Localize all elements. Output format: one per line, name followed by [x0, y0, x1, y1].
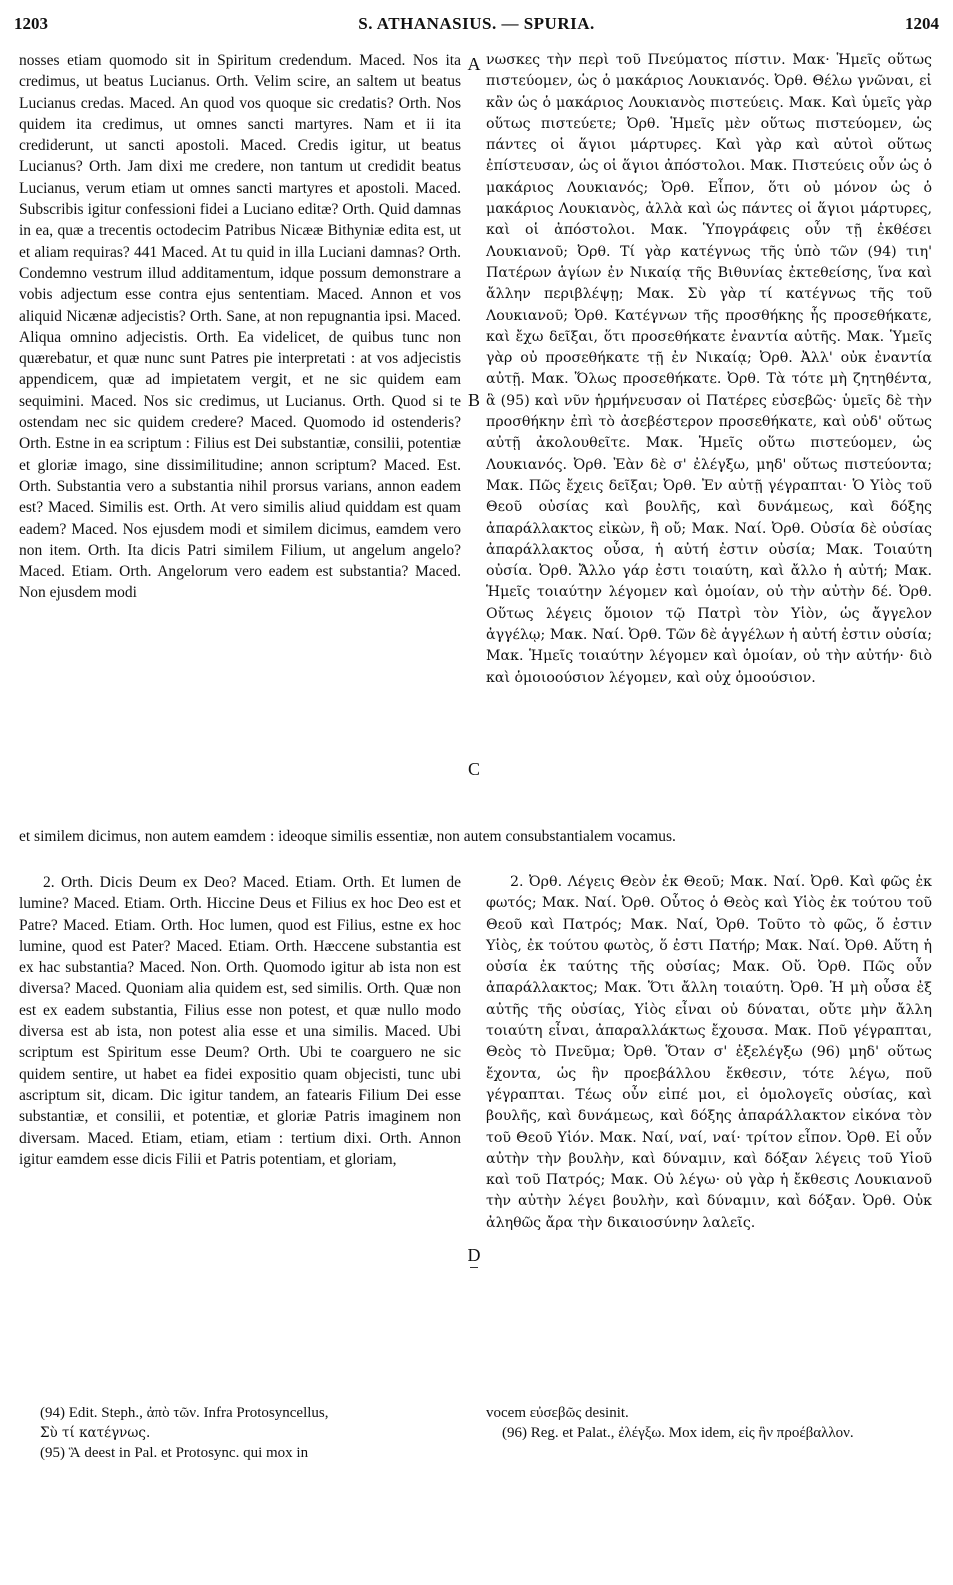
running-title: S. ATHANASIUS. — SPURIA.	[358, 14, 595, 33]
greek-text-top: νωσκες τὴν περὶ τοῦ Πνεύματος πίστιν. Μακ· Ἡμεῖς οὕτως πιστεύομεν, ὡς ὁ μακάριος Λουκιανός. Ὀρθ. Θέλω γνῶναι, εἰ κἂν ὡς ὁ μακάριος Λουκιανὸς πιστεύεις. Μακ. Καὶ ὑμεῖς γὰρ οὕτως πιστεύετε; Ὀρθ. Ἡμεῖς μὲν οὕτως πιστεύομεν, ὡς πάντες οἱ ἅγιοι μάρτυρες. Καὶ γὰρ καὶ αὐτοὶ οὕτως ἐπίστευσαν, ὡς οἱ ἅγιοι ἀπόστολοι. Μακ. Πιστεύεις οὖν ὡς ὁ μακάριος Λουκιανός; Ὀρθ. Εἶπον, ὅτι οὐ μόνον ὡς ὁ μακάριος Λουκιανὸς, ἀλλὰ καὶ ὡς πάντες οἱ ἅγιοι μάρτυρες, καὶ οἱ ἀπόστολοι. Μακ. Ὑπογράφεις οὖν τῇ ἐκθέσει Λουκιανοῦ; Ὀρθ. Τί γὰρ κατέγνως τῆς ὑπὸ τῶν (94) τιη' Πατέρων ἁγίων ἐν Νικαίᾳ τῆς Βιθυνίας ἐκτεθείσης, ἵνα καὶ ἄλλην περιβλέψῃ; Μακ. Σὺ γὰρ τί κατέγνως τῆς τοῦ Λουκιανοῦ; Ὀρθ. Κατέγνων τῆς προσθήκης ἧς προσεθήκατε, καὶ ἔχω δεῖξαι, ὅτι προσεθήκατε ἐναντία αὐτῆς. Μακ. Ὑμεῖς γὰρ οὐ προσεθήκατε τῇ ἐν Νικαίᾳ; Ὀρθ. Ἀλλ' οὐκ ἐναντία αὐτῇ. Μακ. Ὅλως προσεθήκατε. Ὀρθ. Τὰ τότε μὴ ζητηθέντα, ἃ (95) καὶ νῦν ἡρμήνευσαν οἱ Πατέρες εὐσεβῶς· ὑμεῖς δὲ τὴν προσθήκην ἐπὶ τὸ ἀσεβέστερον προσεθήκατε, καὶ οὐδ' οὕτως αὐτῇ ἀκολουθεῖτε. Μακ. Ἡμεῖς οὕτω πιστεύομεν, ὡς Λουκιανός. Ὀρθ. Ἐὰν δὲ σ' ἐλέγξω, μηδ' οὕτως πιστεύοντα; Μακ. Πῶς ἔχεις δεῖξαι; Ὀρθ. Ἐν αὐτῇ γέγραπται· Ὁ Υἱὸς τοῦ Θεοῦ οὐσίας καὶ βουλῆς, καὶ δυνάμεως, καὶ δόξης ἀπαράλλακτος εἰκὼν, ἢ οὔ; Μακ. Ναί. Ὀρθ. Οὐσία δὲ οὐσίας ἀπαράλλακτος οὖσα, ἡ αὐτή ἐστιν οὐσία; Μακ. Τοιαύτη οὐσία. Ὀρθ. Ἄλλο γάρ ἐστι τοιαύτη, καὶ ἄλλο ἡ αὐτή; Μακ. Ἡμεῖς τοιαύτην λέγομεν καὶ ὁμοίαν, οὐ τὴν αὐτὴν δέ. Ὀρθ. Οὕτως λέγεις ὅμοιον τῷ Πατρὶ τὸν Υἱὸν, ὡς ἄγγελον ἀγγέλῳ; Μακ. Ναί. Ὀρθ. Τῶν δὲ ἀγγέλων ἡ αὐτή ἐστιν οὐσία; Μακ. Ἡμεῖς τοιαύτην λέγομεν καὶ ὁμοίαν, οὐ τὴν αὐτήν· διὸ καὶ ὁμοιοούσιον λέγομεν, καὶ οὐχ ὁμοούσιον.	[486, 52, 932, 686]
footnote-96: (96) Reg. et Palat., ἐλέγξω. Mox idem, εἰς ἣν προέβαλλον.	[502, 1425, 854, 1441]
margin-marker-b: B	[467, 390, 480, 410]
margin-rule	[470, 1267, 478, 1268]
page-number-right: 1204	[905, 14, 939, 33]
margin-marker-a: A	[467, 54, 481, 74]
page-number-left: 1203	[14, 14, 48, 33]
footnote-95: (95) Ἃ deest in Pal. et Protosync. qui mox in	[40, 1445, 309, 1461]
latin-column-section-2	[19, 872, 461, 1382]
margin-marker-d: D	[467, 1245, 481, 1265]
running-header	[14, 14, 939, 40]
footnote-95-cont: vocem εὐσεβῶς desinit.	[486, 1405, 629, 1421]
footnote-94: (94) Edit. Steph., ἀπὸ τῶν. Infra Protosyncellus,	[40, 1405, 329, 1421]
full-width-text: et similem dicimus, non autem eamdem : ideoque similis essentiæ, non autem consubstantialem vocamus.	[19, 828, 676, 845]
latin-column-top	[19, 50, 461, 825]
greek-text-section-2: 2. Ὀρθ. Λέγεις Θεὸν ἐκ Θεοῦ; Μακ. Ναί. Ὀρθ. Καὶ φῶς ἐκ φωτός; Μακ. Ναί. Ὀρθ. Οὗτος ὁ Θεὸς καὶ Υἱὸς ἐκ τούτου τοῦ Θεοῦ καὶ Πατρός; Μακ. Ναί, Ὀρθ. Τοῦτο τὸ φῶς, ὅ ἐστιν Υἱὸς, ἐκ τούτου φωτὸς, ὅ ἐστι Πατήρ; Μακ. Ναί. Ὀρθ. Αὕτη ἡ οὐσία ἐκ ταύτης τῆς οὐσίας; Μακ. Οὔ. Ὀρθ. Πῶς οὖν ἀπαράλλακτος; Μακ. Ὅτι ἄλλη τοιαύτη. Ὀρθ. Ἡ μὴ οὖσα ἐξ αὐτῆς τῆς οὐσίας, Υἱὸς εἶναι οὐ δύναται, οὔτε μὴν ἄλλη τοιαύτη εἶναι, ἀπαραλλάκτως ἔχουσα. Μακ. Ποῦ γέγραπται, Θεὸς τὸ Πνεῦμα; Ὀρθ. Ὅταν σ' ἐξελέγξω (96) μηδ' οὕτως ἔχοντα, ὡς ἣν προεβάλλου ἔκθεσιν, τότε λέγω, ποῦ γέγραπται. Τέως οὖν εἰπέ μοι, εἰ ὁμολογεῖς οὐσίας, καὶ βουλῆς, καὶ δυνάμεως, καὶ δόξης ἀπαράλλακτον εἰκόνα τὸν τοῦ Θεοῦ Υἱόν. Μακ. Ναί, ναί, ναί· τρίτον εἶπον. Ὀρθ. Εἰ οὖν αὐτὴν τὴν βουλὴν, καὶ δύναμιν, καὶ δόξαν λέγεις τοῦ Υἱοῦ καὶ τοῦ Πατρός; Μακ. Οὐ λέγω· οὐ γὰρ ἡ ἔκθεσις Λουκιανοῦ τὴν αὐτὴν λέγει βουλὴν, καὶ δύναμιν, καὶ δόξαν. Ὀρθ. Οὐκ ἀληθῶς ἄρα τὴν δικαιοσύνην λαλεῖς.	[486, 874, 932, 1231]
footnote-94-cont: Σὺ τί κατέγνως.	[40, 1425, 151, 1441]
footnotes-left	[40, 1403, 465, 1463]
greek-column-top	[486, 50, 932, 825]
latin-text-section-2: 2. Orth. Dicis Deum ex Deo? Maced. Etiam. Orth. Et lumen de lumine? Maced. Etiam. Orth. Hiccine Deus et Filius ex hoc Deo est et Patre? Maced. Etiam. Orth. Hoc lumen, quod est Filius, estne ex hoc lumine, quod est Pater? Maced. Etiam. Orth. Hæccene substantia est ex hac substantia? Maced. Non. Orth. Quomodo igitur ab ista non est diversa? Maced. Quoniam alia quidem est, sed similis. Orth. Quæ non est ex eadem substantia, Filius esse non potest, et quæ nullo modo diversa est ab ista, non potest alia esse et una similis. Maced. Ubi scriptum est Spiritum esse Deum? Orth. Ubi te coarguero ne sic quidem sentire, ut habet ea fidei expositio quam objecisti, tunc ubi ascriptum sit, dicam. Dic igitur tandem, an fatearis Filium Dei esse substantiæ, et consilii, et potentiæ, et gloriæ Patris imaginem non diversam. Maced. Etiam, etiam, etiam : tertium dixi. Orth. Annon igitur eamdem esse dicis Filii et Patris potentiam, et gloriam,	[19, 874, 461, 1168]
greek-column-section-2	[486, 872, 932, 1382]
latin-text-top: nosses etiam quomodo sit in Spiritum credendum. Maced. Nos ita credimus, ut beatus Lucianus. Orth. Velim scire, an saltem ut beatus Lucianus credas. Maced. An quod vos quoque sic credatis? Orth. Nos quidem ita credimus, ut omnes sancti martyres. Nam et ii ita crediderunt, ut sancti apostoli. Maced. Credis igitur, ut beatus Lucianus? Orth. Jam dixi me credere, non tantum ut credidit beatus Lucianus, verum etiam ut omnes sancti martyres et apostoli. Maced. Subscribis igitur confessioni fidei a Luciano editæ? Orth. Quid damnas in ea, quæ a trecentis octodecim Patribus Nicææ Bithyniæ edita est, ut et aliam requiras? 441 Maced. At tu quid in illa Luciani damnas? Orth. Condemno vestrum illud additamentum, idque possum demonstrare a vobis adjectum esse contra ejus sententiam. Maced. Annon et vos aliquid Nicænæ adjecistis? Orth. Sane, at non repugnantia ipsi. Maced. Aliqua omnino adjecistis. Orth. Ea videlicet, de quibus tunc non quærebatur, et quæ nunc sunt Patres pie interpretati : at vos adjecistis appendicem, quæ ad impietatem vergit, et ne sic quidem eam sequimini. Maced. Nos sic credimus, ut Lucianus. Orth. Quod si te ostendam nec sic quidem credere? Maced. Quomodo id ostenderis? Orth. Estne in ea scriptum : Filius est Dei substantiæ, consilii, potentiæ et gloriæ imago, sine dissimilitudine; annon scriptum? Maced. Est. Orth. Substantia vero a substantia nihil prorsus varians, annon eadem est? Maced. Similis est. Orth. At vero similis aliud quiddam est quam eadem? Maced. Nos ejusdem modi et similem dicimus, eamdem vero non item. Orth. Ita dicis Patri similem Filium, ut angelum angelo? Maced. Etiam. Orth. Angelorum vero eadem est substantia? Maced. Non ejusdem modi	[19, 52, 461, 602]
full-width-line	[19, 826, 932, 847]
margin-marker-c: C	[467, 759, 480, 779]
footnotes-right	[486, 1403, 932, 1443]
